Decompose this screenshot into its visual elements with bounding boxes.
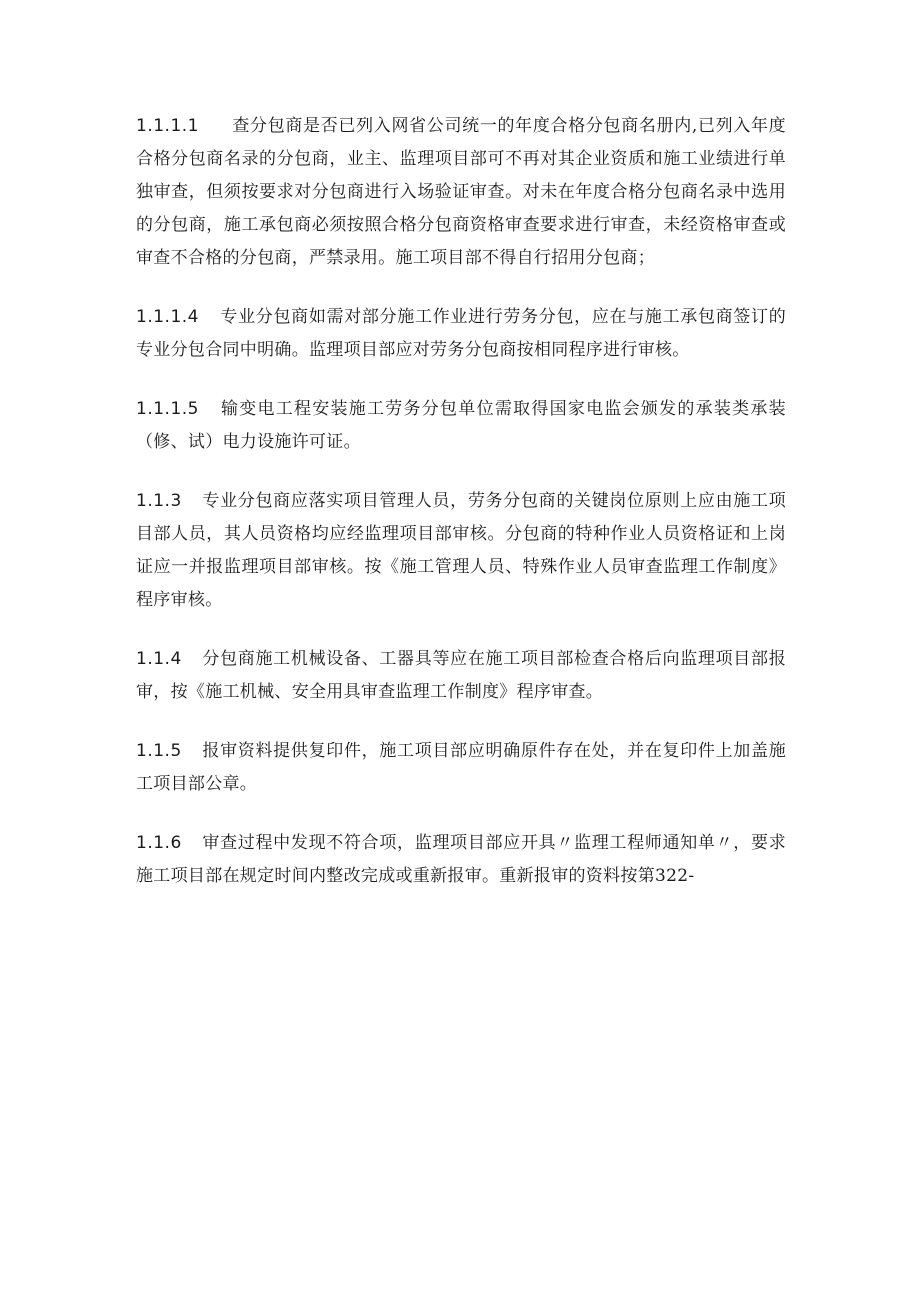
clause-number: 1.1.6	[136, 833, 182, 853]
paragraph-1-1-1-5	[136, 393, 786, 459]
clause-text: 输变电工程安装施工劳务分包单位需取得国家电监会颁发的承装类承装（修、试）电力设施许可证。	[136, 399, 786, 452]
paragraph-1-1-6	[136, 827, 786, 893]
clause-text: 专业分包商如需对部分施工作业进行劳务分包，应在与施工承包商签订的专业分包合同中明确。监理项目部应对劳务分包商按相同程序进行审核。	[136, 307, 786, 360]
paragraph-1-1-1-4	[136, 301, 786, 367]
paragraph-1-1-5	[136, 735, 786, 801]
paragraph-1-1-1-1	[136, 110, 786, 275]
clause-number: 1.1.4	[136, 649, 182, 669]
clause-number: 1.1.3	[136, 491, 182, 511]
clause-number: 1.1.5	[136, 741, 182, 761]
clause-text: 审查过程中发现不符合项，监理项目部应开具〃监理工程师通知单〃，要求施工项目部在规定时间内整改完成或重新报审。重新报审的资料按第322-	[136, 833, 786, 886]
paragraph-1-1-4	[136, 643, 786, 709]
paragraph-1-1-3	[136, 485, 786, 617]
clause-number: 1.1.1.5	[136, 399, 199, 419]
clause-number: 1.1.1.4	[136, 307, 199, 327]
clause-text: 查分包商是否已列入网省公司统一的年度合格分包商名册内,已列入年度合格分包商名录的分包商，业主、监理项目部可不再对其企业资质和施工业绩进行单独审查，但须按要求对分包商进行入场验证审查。对未在年度合格分包商名录中选用的分包商，施工承包商必须按照合格分包商资格审查要求进行审查，未经资格审查或审查不合格的分包商，严禁录用。施工项目部不得自行招用分包商；	[136, 116, 786, 268]
document-page	[136, 110, 786, 919]
clause-number: 1.1.1.1	[136, 116, 199, 136]
clause-text: 专业分包商应落实项目管理人员，劳务分包商的关键岗位原则上应由施工项目部人员，其人员资格均应经监理项目部审核。分包商的特种作业人员资格证和上岗证应一并报监理项目部审核。按《施工管理人员、特殊作业人员审查监理工作制度》程序审核。	[136, 491, 786, 610]
clause-text: 报审资料提供复印件，施工项目部应明确原件存在处，并在复印件上加盖施工项目部公章。	[136, 741, 786, 794]
clause-text: 分包商施工机械设备、工器具等应在施工项目部检查合格后向监理项目部报审，按《施工机械、安全用具审查监理工作制度》程序审查。	[136, 649, 786, 702]
